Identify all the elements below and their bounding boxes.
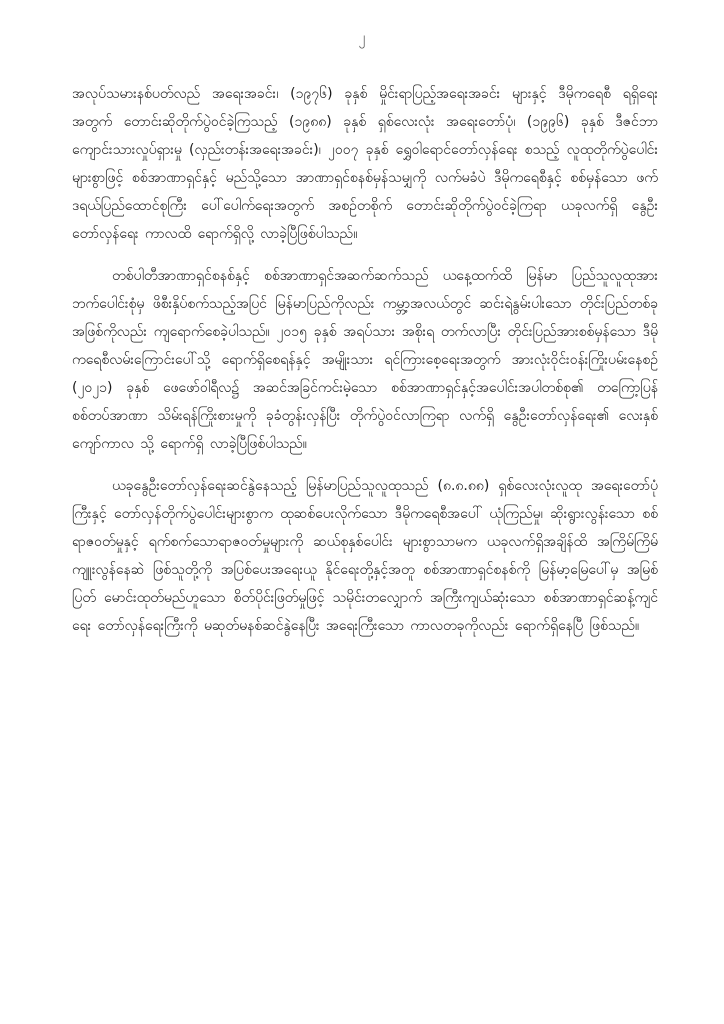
paragraph-1: အလုပ်သမားနစ်ပတ်လည် အရေးအခင်း၊ (၁၉၇၆) ခုနှစ် မှိုင်းရာပြည့်အရေးအခင်း များနှင့် ဒီမိုကရေစီ ရရှိရေးအတွက် တောင်းဆိုတိုက်ပွဲဝင်ခဲ့ကြသည့် (၁၉၈၈) ခုနှစ် ရှစ်လေးလုံး အရေးတော်ပုံ၊ (၁၉၉၆) ခုနှစ် ဒီဇင်ဘာ ကျောင်းသားလှုပ်ရှားမှု (လှည်းတန်းအရေးအခင်း)၊ ၂၀၀၇ ခုနှစ် ရွှေဝါရောင်တော်လှန်ရေး စသည့် လူထုတိုက်ပွဲပေါင်းများစွာဖြင့် စစ်အာဏာရှင်နှင့် မည်သို့သော အာဏာရှင်စနစ်မှန်သမျှကို လက်မခံပဲ ဒီမိုကရေစီနှင့် စစ်မှန်သော ဖက်ဒရယ်ပြည်ထောင်စုကြီး ပေါ်ပေါက်ရေးအတွက် အစဉ်တစိုက် တောင်းဆိုတိုက်ပွဲဝင်ခဲ့ကြရာ ယခုလက်ရှိ နွေဦးတော်လှန်ရေး ကာလထိ ရောက်ရှိလို့ လာခဲ့ပြီဖြစ်ပါသည်။ (72, 86, 658, 242)
page-number: ၂ (358, 30, 366, 46)
document-body (72, 80, 658, 654)
paragraph-2: တစ်ပါတီအာဏာရှင်စနစ်နှင့် စစ်အာဏာရှင်အဆက်ဆက်သည် ယနေ့ထက်ထိ မြန်မာ ပြည်သူလူထုအား ဘက်ပေါင်းစုံမှ ဖိစီးနှိပ်စက်သည့်အပြင် မြန်မာပြည်ကိုလည်း ကမ္ဘာ့အလယ်တွင် ဆင်းရဲနွမ်းပါးသော တိုင်းပြည်တစ်ခုအဖြစ်ကိုလည်း ကျရောက်စေခဲ့ပါသည်။ ၂၀၁၅ ခုနှစ် အရပ်သား အစိုးရ တက်လာပြီး တိုင်းပြည်အားစစ်မှန်သော ဒီမိုကရေစီလမ်းကြောင်းပေါ်သို့ ရောက်ရှိစေရန်နှင့် အမျိုးသား ရင်ကြားစေ့ရေးအတွက် အားလုံးဝိုင်းဝန်းကြိုးပမ်းနေစဉ် (၂၀၂၁) ခုနှစ် ဖေဖော်ဝါရီလ၌ အဆင်အခြင်ကင်းမဲ့သော စစ်အာဏာရှင်နှင့်အပေါင်းအပါတစ်စု၏ တကြော့ပြန် စစ်တပ်အာဏာ သိမ်းရန်ကြိုးစားမှုကို ခုခံတွန်းလှန်ပြီး တိုက်ပွဲဝင်လာကြရာ လက်ရှိ နွေဦးတော်လှန်ရေး၏ လေးနှစ်ကျော်ကာလ သို့ ရောက်ရှိ လာခဲ့ပြီဖြစ်ပါသည်။ (72, 268, 658, 452)
paragraph-3: ယခုနွေဦးတော်လှန်ရေးဆင်နွဲနေသည့် မြန်မာပြည်သူလူထုသည် (၈.၈.၈၈) ရှစ်လေးလုံးလူထု အရေးတော်ပုံကြီးနှင့် တော်လှန်တိုက်ပွဲပေါင်းများစွာက ထုဆစ်ပေးလိုက်သော ဒီမိုကရေစီအပေါ် ယုံကြည်မှု၊ ဆိုးရွားလွန်းသော စစ်ရာဇဝတ်မှုနှင့် ရက်စက်သောရာဇဝတ်မှုများကို ဆယ်စုနှစ်ပေါင်း များစွာသာမက ယခုလက်ရှိအချိန်ထိ အကြိမ်ကြိမ်ကျူးလွန်နေဆဲ ဖြစ်သူတို့ကို အပြစ်ပေးအရေးယူ နိုင်ရေးတို့နှင့်အတူ စစ်အာဏာရှင်စနစ်ကို မြန်မာ့မြေပေါ်မှ အမြစ်ပြတ် မောင်းထုတ်မည်ဟူသော စိတ်ပိုင်းဖြတ်မှုဖြင့် သမိုင်းတလျှောက် အကြီးကျယ်ဆုံးသော စစ်အာဏာရှင်ဆန့်ကျင်ရေး တော်လှန်ရေးကြီးကို မဆုတ်မနစ်ဆင်နွဲနေပြီး အရေးကြီးသော ကာလတခုကိုလည်း ရောက်ရှိနေပြီ ဖြစ်သည်။ (72, 478, 658, 634)
